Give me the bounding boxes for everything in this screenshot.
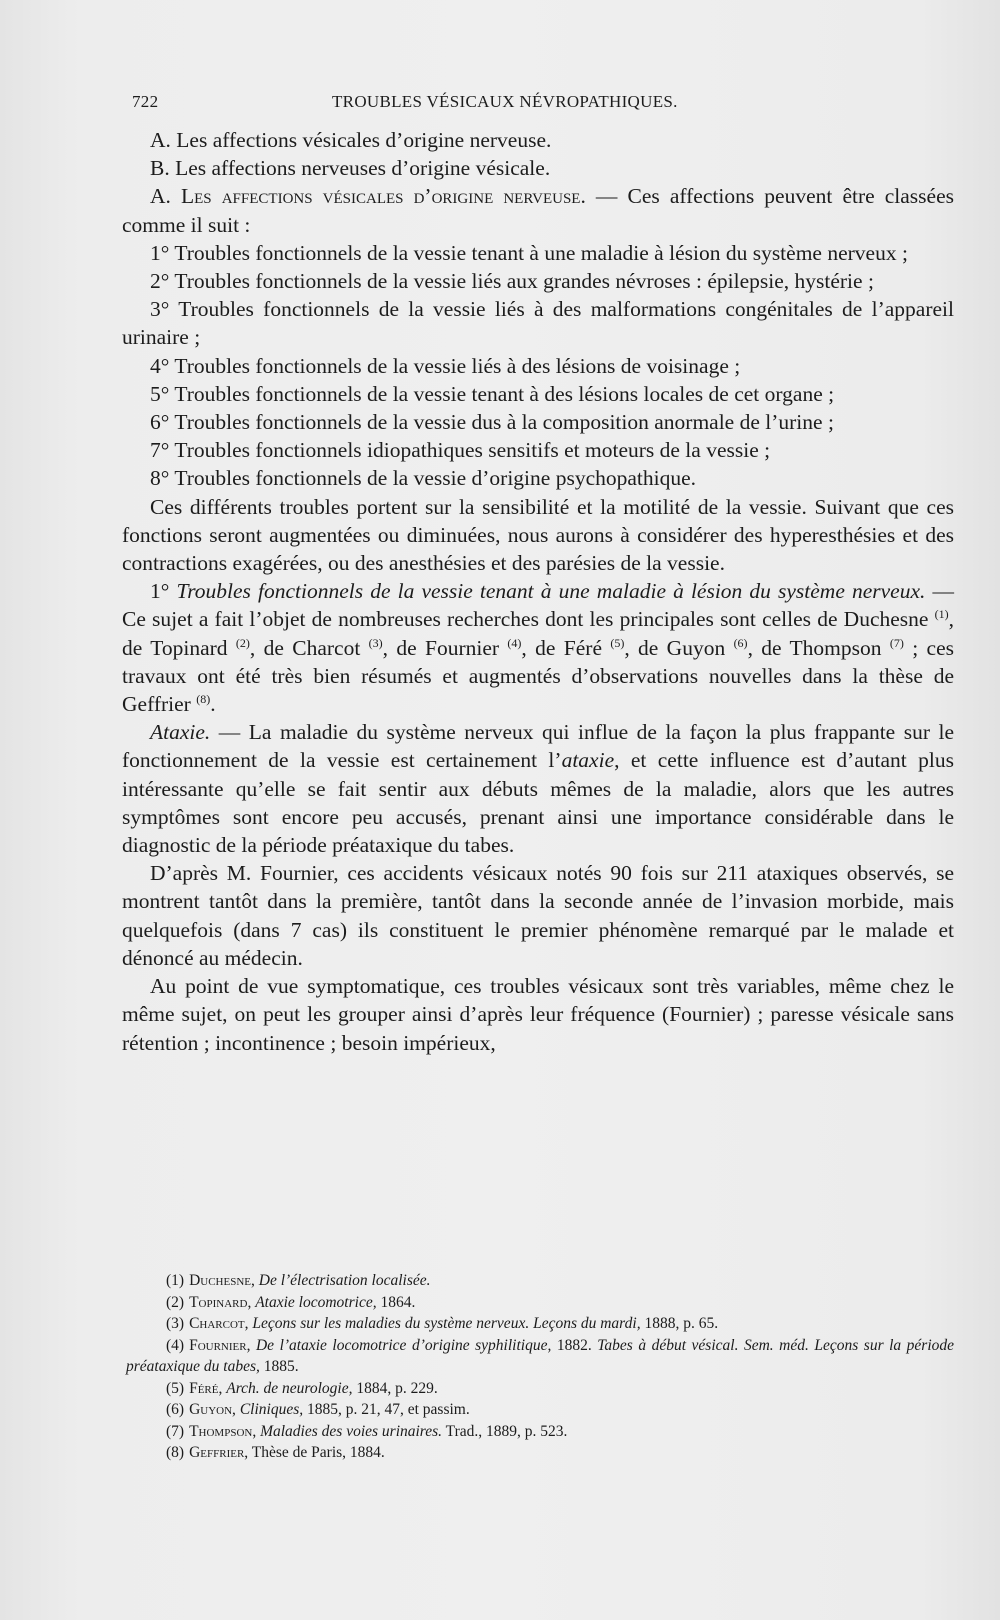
- footnote-number: (5): [166, 1379, 185, 1397]
- footnote-ref[interactable]: (8): [196, 692, 211, 707]
- footnote: [126, 1313, 954, 1335]
- paragraph-a: A. Les affections vésicales d’origine nerveuse.: [150, 128, 552, 152]
- footnote-author: Topinard,: [189, 1293, 252, 1311]
- footnote-author: Féré,: [189, 1379, 223, 1397]
- footnote-tail: 1864.: [376, 1293, 416, 1311]
- footnote-title: De l’ataxie locomotrice d’origine syphilitique,: [255, 1336, 552, 1354]
- paragraph-b: B. Les affections nerveuses d’origine vésicale.: [150, 156, 551, 181]
- footnote-ref[interactable]: (2): [235, 635, 250, 650]
- section-intro: — Ces affections peuvent être classées comme il suit :: [122, 184, 954, 237]
- footnote-title: Arch. de neurologie,: [226, 1379, 353, 1397]
- footnote-author: Charcot,: [189, 1315, 249, 1332]
- footnote-number: (8): [166, 1444, 185, 1461]
- footnote-number: (4): [166, 1336, 185, 1354]
- text-run: , de Thompson: [747, 635, 890, 660]
- footnote-title: Tabes à début vésical. Sem. méd. Leçons sur la période préataxique du tabes,: [126, 1336, 955, 1375]
- footnote: [126, 1421, 954, 1443]
- footnote-author: Guyon,: [189, 1401, 236, 1418]
- text-run: .: [210, 692, 216, 717]
- list-item: 3° Troubles fonctionnels de la vessie liés à des malformations congénitales de l’appareil urinaire ;: [122, 297, 954, 350]
- paragraph-symptomatique: Au point de vue symptomatique, ces troubles vésicaux sont très variables, même chez le même sujet, on peut les grouper ainsi d’après leur fréquence (Fournier) ; paresse vésicale sans rétention ; incontinence ; besoin impérieux,: [122, 974, 954, 1055]
- footnote-title: Cliniques,: [239, 1401, 304, 1418]
- running-title: TROUBLES VÉSICAUX NÉVROPATHIQUES.: [332, 92, 678, 111]
- footnote-tail: 1882.: [551, 1336, 598, 1354]
- footnote-tail: 1884, p. 229.: [352, 1379, 438, 1397]
- footnote: [126, 1378, 954, 1400]
- footnotes: [126, 1270, 954, 1464]
- footnote-ref[interactable]: (5): [610, 635, 625, 650]
- page-number: 722: [132, 92, 159, 111]
- footnote: [126, 1292, 954, 1314]
- footnote: [126, 1399, 954, 1421]
- footnote-title: Leçons sur les maladies du système nerveux. Leçons du mardi,: [252, 1315, 641, 1332]
- list-item: 5° Troubles fonctionnels de la vessie tenant à des lésions locales de cet organe ;: [150, 381, 835, 406]
- text-run: , de Féré: [521, 635, 611, 660]
- footnote: [126, 1442, 954, 1464]
- footnote-author: Duchesne,: [189, 1272, 255, 1289]
- footnote-tail: 1888, p. 65.: [640, 1315, 719, 1332]
- text-run: , de Charcot: [249, 635, 369, 660]
- footnote-ref[interactable]: (1): [934, 607, 949, 622]
- footnote-number: (1): [166, 1272, 185, 1289]
- paragraph-ataxie: [122, 718, 954, 859]
- footnote-tail: Thèse de Paris, 1884.: [248, 1444, 385, 1461]
- footnote-author: Thompson,: [189, 1422, 257, 1440]
- text-run: — Ce sujet a fait l’objet de nombreuses recherches dont les principales sont celles de Duchesne: [122, 579, 954, 632]
- footnote-title: Ataxie locomotrice,: [255, 1293, 377, 1311]
- list-item: 4° Troubles fonctionnels de la vessie liés à des lésions de voisinage ;: [150, 353, 741, 378]
- footnote-tail: 1885.: [259, 1358, 299, 1375]
- footnote-number: (3): [166, 1315, 185, 1332]
- section-number: 1°: [150, 579, 177, 604]
- footnote-ref[interactable]: (6): [733, 635, 748, 650]
- text-run: , et cette influence est d’autant plus intéressante qu’elle se fait sentir aux débuts mêmes de la maladie, alors que les autres symptômes sont encore peu accusés, prenant ainsi une importance considérable dans le diagnostic de la période préataxique du tabes.: [122, 748, 954, 858]
- footnote-tail: 1885, p. 21, 47, et passim.: [303, 1401, 470, 1418]
- paragraph-section-1: [122, 577, 954, 718]
- footnote-number: (7): [166, 1422, 185, 1440]
- paragraph-fournier: D’après M. Fournier, ces accidents vésicaux notés 90 fois sur 211 ataxiques observés, se montrent tantôt dans la première, tantôt dans la seconde année de l’invasion morbide, mais quelquefois (dans 7 cas) ils constituent le premier phénomène remarqué par le malade et dénoncé au médecin.: [122, 861, 954, 970]
- footnote-ref[interactable]: (4): [507, 635, 522, 650]
- list-item: 6° Troubles fonctionnels de la vessie dus à la composition anormale de l’urine ;: [150, 410, 834, 435]
- list-item: 2° Troubles fonctionnels de la vessie liés aux grandes névroses : épilepsie, hystérie ;: [150, 269, 874, 294]
- text-run: , de Topinard: [122, 607, 954, 660]
- text-run: , de Guyon: [624, 635, 734, 660]
- footnote-tail: Trad., 1889, p. 523.: [442, 1422, 568, 1440]
- section-letter: A.: [150, 184, 181, 209]
- list-item: 7° Troubles fonctionnels idiopathiques sensitifs et moteurs de la vessie ;: [150, 438, 771, 463]
- section-heading: Les affections vésicales d’origine nerveuse.: [181, 184, 586, 209]
- ataxie-word: ataxie: [561, 748, 615, 773]
- footnote-author: Geffrier,: [189, 1444, 249, 1461]
- footnote-title: De l’électrisation localisée.: [258, 1272, 431, 1289]
- text-run: , de Fournier: [382, 635, 508, 660]
- text-run: — La maladie du système nerveux qui influe de la façon la plus frappante sur le fonctionnement de la vessie est certainement l’: [122, 720, 954, 773]
- ataxie-label: Ataxie.: [150, 720, 211, 745]
- list-item: 8° Troubles fonctionnels de la vessie d’origine psychopathique.: [150, 466, 697, 491]
- footnote-ref[interactable]: (7): [889, 635, 904, 650]
- footnote: [126, 1270, 954, 1292]
- footnote: [126, 1335, 954, 1378]
- main-text: [122, 126, 954, 1057]
- footnote-number: (6): [166, 1401, 185, 1418]
- text-run: ; ces travaux ont été très bien résumés et augmentés d’observations nouvelles dans la thèse de Geffrier: [122, 635, 954, 717]
- paragraph-section-a: [122, 182, 954, 238]
- section-1-title: Troubles fonctionnels de la vessie tenant à une maladie à lésion du système nerveux.: [176, 579, 926, 604]
- footnote-number: (2): [166, 1293, 185, 1311]
- footnote-ref[interactable]: (3): [368, 635, 383, 650]
- paragraph-differents: Ces différents troubles portent sur la sensibilité et la motilité de la vessie. Suivant que ces fonctions seront augmentées ou diminuées, nous aurons à considérer des hyperesthésies et des contractions exagérées, ou des anesthésies et des parésies de la vessie.: [122, 494, 954, 576]
- footnote-title: Maladies des voies urinaires.: [260, 1422, 443, 1440]
- list-item: 1° Troubles fonctionnels de la vessie tenant à une maladie à lésion du système nerveux ;: [150, 240, 908, 265]
- footnote-author: Fournier,: [189, 1336, 251, 1354]
